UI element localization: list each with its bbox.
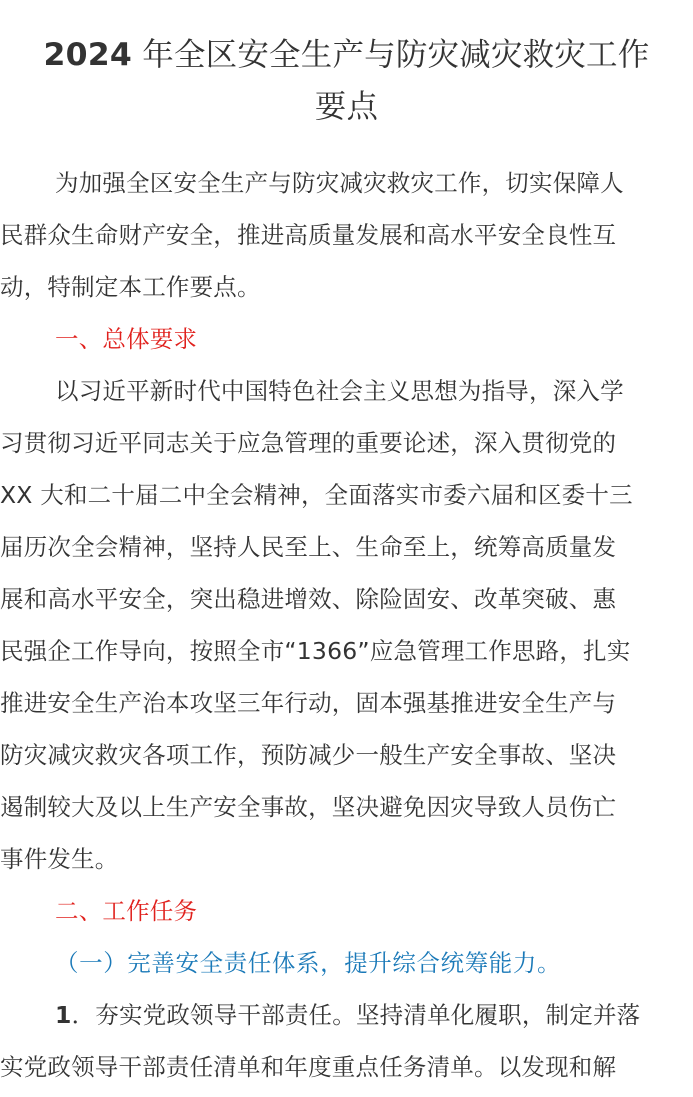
section-1-line-10: 事件发生。: [0, 845, 119, 873]
section-1-heading: [0, 313, 693, 365]
title-year: 2024: [43, 37, 133, 73]
section-2-heading-text: 二、工作任务: [55, 897, 198, 925]
item-1-paragraph: [0, 989, 693, 1093]
section-1-line-3: XX 大和二十届二中全会精神，全面落实市委六届和区委十三: [0, 481, 633, 509]
intro-line-3: 动，特制定本工作要点。: [0, 273, 261, 301]
subsection-1-heading-text: （一）完善安全责任体系，提升综合统筹能力。: [55, 949, 562, 977]
section-1-line-5: 展和高水平安全，突出稳进增效、除险固安、改革突破、惠: [0, 585, 617, 613]
item-1-number: 1: [55, 1001, 72, 1029]
document-title: [0, 0, 693, 133]
title-line-1: [4, 29, 689, 81]
section-1-line-2: 习贯彻习近平同志关于应急管理的重要论述，深入贯彻党的: [0, 429, 617, 457]
section-1-paragraph: [0, 365, 693, 885]
section-1-line-6: 民强企工作导向，按照全市“1366”应急管理工作思路，扎实: [0, 637, 631, 665]
document-body: [0, 157, 693, 1093]
section-2-heading: [0, 885, 693, 937]
item-1-line-1: [0, 989, 693, 1041]
title-line-2: 要点: [314, 89, 379, 125]
section-1-heading-text: 一、总体要求: [55, 325, 198, 353]
section-1-line-4: 届历次全会精神，坚持人民至上、生命至上，统筹高质量发: [0, 533, 617, 561]
section-1-line-8: 防灾减灾救灾各项工作，预防减少一般生产安全事故、坚决: [0, 741, 617, 769]
subsection-1-heading: [0, 937, 693, 989]
section-1-line-7: 推进安全生产治本攻坚三年行动，固本强基推进安全生产与: [0, 689, 617, 717]
item-1-line-1-text: ．夯实党政领导干部责任。坚持清单化履职，制定并落: [71, 1001, 641, 1029]
intro-line-2: 民群众生命财产安全，推进高质量发展和高水平安全良性互: [0, 221, 617, 249]
section-1-line-9: 遏制较大及以上生产安全事故，坚决避免因灾导致人员伤亡: [0, 793, 617, 821]
section-1-line-1: 以习近平新时代中国特色社会主义思想为指导，深入学: [55, 377, 624, 405]
title-line-1-text: 年全区安全生产与防灾减灾救灾工作: [132, 37, 650, 73]
item-1-line-2: 实党政领导干部责任清单和年度重点任务清单。以发现和解: [0, 1053, 617, 1081]
intro-paragraph: [0, 157, 693, 313]
intro-line-1: 为加强全区安全生产与防灾减灾救灾工作，切实保障人: [55, 169, 624, 197]
